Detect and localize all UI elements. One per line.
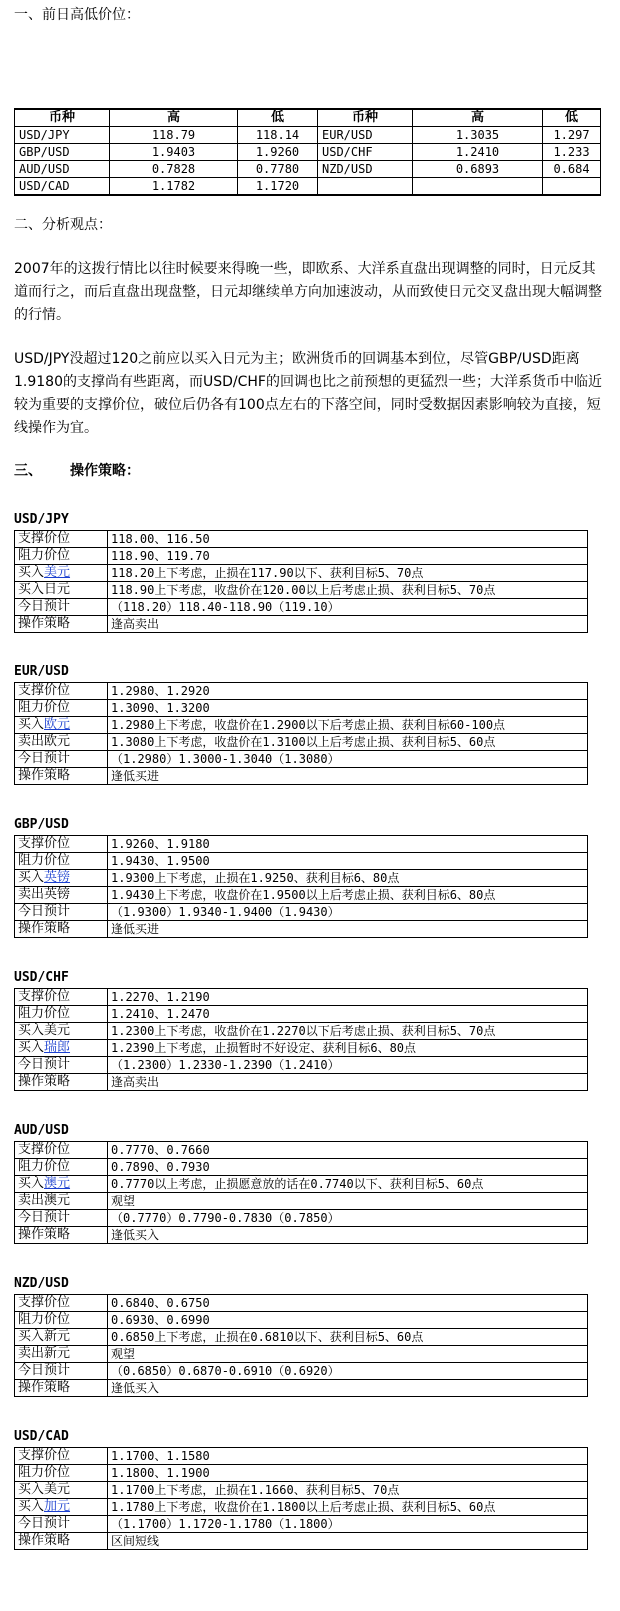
row-label [15, 1448, 108, 1465]
row-value: 观望 [108, 1346, 588, 1363]
row-label [15, 548, 108, 565]
section3-title: 操作策略： [70, 463, 140, 479]
cell-low: 1.9260 [238, 144, 318, 161]
col-header-low: 低 [543, 109, 601, 127]
row-label-text: 买入美元 [18, 1482, 71, 1497]
table-row [15, 870, 588, 887]
currency-link[interactable]: 瑞郎 [44, 1040, 71, 1055]
cell-high: 0.7828 [110, 161, 238, 178]
pair-block [14, 664, 588, 785]
row-label-text: 卖出新元 [18, 1346, 71, 1361]
cell-pair: NZD/USD [318, 161, 413, 178]
row-label [15, 1210, 108, 1227]
row-value: 逢低买入 [108, 1380, 588, 1397]
analysis-paragraph-2: USD/JPY没超过120之前应以买入日元为主；欧洲货币的回调基本到位，尽管GBP/USD距离1.9180的支撑尚有些距离，而USD/CHF的回调也比之前预想的更猛烈一些；大洋系货币中临近较为重要的支撑价位，破位后仍各有100点左右的下落空间，同时受数据因素影响较为直接，短线操作为宜。 [14, 351, 602, 436]
row-value: 1.9430、1.9500 [108, 853, 588, 870]
row-value: 1.2300上下考虑，收盘价在1.2270以下后考虑止损、获利目标5、70点 [108, 1023, 588, 1040]
row-label [15, 853, 108, 870]
row-label-text: 支撑价位 [18, 1142, 71, 1157]
row-value: 0.7770以上考虑，止损愿意放的话在0.7740以下、获利目标5、60点 [108, 1176, 588, 1193]
row-label-text: 阻力价位 [18, 853, 71, 868]
row-label-text: 支撑价位 [18, 1295, 71, 1310]
strategy-table [14, 1141, 588, 1244]
row-value: 1.9260、1.9180 [108, 836, 588, 853]
cell-high: 1.2410 [413, 144, 543, 161]
analysis-paragraph-1: 2007年的这拨行情比以往时候要来得晚一些，即欧系、大洋系直盘出现调整的同时，日元反其道而行之，而后直盘出现盘整，日元却继续单方向加速波动，从而致使日元交叉盘出现大幅调整的行情。 [14, 261, 602, 323]
table-row [15, 836, 588, 853]
row-label [15, 1363, 108, 1380]
row-label [15, 768, 108, 785]
pair-block [14, 1123, 588, 1244]
row-value: 逢低买进 [108, 921, 588, 938]
row-label [15, 1482, 108, 1499]
strategy-table [14, 1447, 588, 1550]
cell-pair: USD/CAD [15, 178, 110, 196]
currency-link[interactable]: 澳元 [44, 1176, 71, 1191]
pair-block [14, 1276, 588, 1397]
table-row [15, 1193, 588, 1210]
row-label [15, 1040, 108, 1057]
col-header-high: 高 [413, 109, 543, 127]
high-low-table [14, 108, 601, 196]
row-value: 118.90、119.70 [108, 548, 588, 565]
row-label [15, 1176, 108, 1193]
table-row [15, 717, 588, 734]
section3-number: 三、 [14, 463, 42, 479]
row-label [15, 1465, 108, 1482]
row-label-text: 操作策略 [18, 1380, 71, 1395]
row-label [15, 1295, 108, 1312]
row-value: 观望 [108, 1193, 588, 1210]
row-label-text: 操作策略 [18, 1533, 71, 1548]
table-row [15, 1346, 588, 1363]
row-value: （1.1700）1.1720-1.1780（1.1800） [108, 1516, 588, 1533]
pair-title: NZD/USD [14, 1276, 69, 1291]
row-label [15, 1074, 108, 1091]
row-label [15, 1312, 108, 1329]
currency-link[interactable]: 欧元 [44, 717, 71, 732]
row-value: 1.1800、1.1900 [108, 1465, 588, 1482]
row-value: 逢高卖出 [108, 616, 588, 633]
row-label-text: 买入 [18, 717, 45, 732]
row-label [15, 836, 108, 853]
currency-link[interactable]: 加元 [44, 1499, 71, 1514]
currency-link[interactable]: 美元 [44, 565, 71, 580]
cell-low: 1.297 [543, 127, 601, 144]
row-value: 逢低买进 [108, 768, 588, 785]
table-row [15, 1227, 588, 1244]
cell-pair: USD/JPY [15, 127, 110, 144]
table-row [15, 1516, 588, 1533]
row-value: 1.9300上下考虑，止损在1.9250、获利目标6、80点 [108, 870, 588, 887]
row-label-text: 支撑价位 [18, 989, 71, 1004]
row-label-text: 阻力价位 [18, 1312, 71, 1327]
col-header-pair: 币种 [15, 109, 110, 127]
row-value: 1.2980、1.2920 [108, 683, 588, 700]
row-value: 1.1700、1.1580 [108, 1448, 588, 1465]
pair-title: AUD/USD [14, 1123, 69, 1138]
strategy-table [14, 835, 588, 938]
row-value: 118.20上下考虑，止损在117.90以下、获利目标5、70点 [108, 565, 588, 582]
table-row [15, 751, 588, 768]
table-row [15, 700, 588, 717]
row-value: 1.1780上下考虑，收盘价在1.1800以上后考虑止损、获利目标5、60点 [108, 1499, 588, 1516]
row-label-text: 买入 [18, 1040, 45, 1055]
row-label-text: 今日预计 [18, 599, 71, 614]
table-row [15, 582, 588, 599]
table-row [15, 144, 601, 161]
row-label [15, 599, 108, 616]
row-label [15, 1329, 108, 1346]
table-row [15, 1295, 588, 1312]
strategy-table [14, 1294, 588, 1397]
cell-high: 118.79 [110, 127, 238, 144]
row-label-text: 买入新元 [18, 1329, 71, 1344]
row-label [15, 1159, 108, 1176]
row-value: 逢低买入 [108, 1227, 588, 1244]
row-label [15, 565, 108, 582]
table-row [15, 548, 588, 565]
pair-block [14, 817, 588, 938]
row-value: 118.00、116.50 [108, 531, 588, 548]
table-row [15, 989, 588, 1006]
row-value: 1.1700上下考虑，止损在1.1660、获利目标5、70点 [108, 1482, 588, 1499]
table-row [15, 887, 588, 904]
row-label-text: 操作策略 [18, 768, 71, 783]
row-label-text: 今日预计 [18, 1057, 71, 1072]
row-value: （1.2300）1.2330-1.2390（1.2410） [108, 1057, 588, 1074]
cell-low: 0.7780 [238, 161, 318, 178]
row-label-text: 卖出英镑 [18, 887, 71, 902]
pair-block [14, 1429, 588, 1550]
pair-title: USD/CHF [14, 970, 69, 985]
table-row [15, 178, 601, 196]
row-value: 0.6850上下考虑，止损在0.6810以下、获利目标5、60点 [108, 1329, 588, 1346]
pair-block [14, 512, 588, 633]
row-label-text: 买入 [18, 1176, 45, 1191]
row-label [15, 1346, 108, 1363]
row-label-text: 操作策略 [18, 616, 71, 631]
row-label-text: 今日预计 [18, 1210, 71, 1225]
cell-low: 0.684 [543, 161, 601, 178]
row-value: 1.2410、1.2470 [108, 1006, 588, 1023]
table-row [15, 599, 588, 616]
row-label [15, 1023, 108, 1040]
row-label-text: 支撑价位 [18, 531, 71, 546]
table-row [15, 1040, 588, 1057]
table-row [15, 768, 588, 785]
row-value: 1.2270、1.2190 [108, 989, 588, 1006]
cell-pair [318, 178, 413, 196]
row-label [15, 734, 108, 751]
row-label [15, 531, 108, 548]
table-row [15, 616, 588, 633]
row-value: （1.2980）1.3000-1.3040（1.3080） [108, 751, 588, 768]
row-label-text: 今日预计 [18, 1516, 71, 1531]
row-label [15, 921, 108, 938]
table-row [15, 1006, 588, 1023]
pair-title: GBP/USD [14, 817, 69, 832]
table-row [15, 1482, 588, 1499]
row-value: 区间短线 [108, 1533, 588, 1550]
row-label-text: 买入美元 [18, 1023, 71, 1038]
table-row [15, 1159, 588, 1176]
row-value: 1.3090、1.3200 [108, 700, 588, 717]
cell-pair: USD/CHF [318, 144, 413, 161]
table-row [15, 1380, 588, 1397]
table-row [15, 1465, 588, 1482]
cell-high [413, 178, 543, 196]
row-label [15, 582, 108, 599]
strategy-table [14, 682, 588, 785]
row-label [15, 1516, 108, 1533]
table-row [15, 1057, 588, 1074]
cell-pair: AUD/USD [15, 161, 110, 178]
table-row [15, 683, 588, 700]
row-value: 逢高卖出 [108, 1074, 588, 1091]
row-label-text: 买入日元 [18, 582, 71, 597]
row-label [15, 887, 108, 904]
row-value: （1.9300）1.9340-1.9400（1.9430） [108, 904, 588, 921]
row-label-text: 阻力价位 [18, 1159, 71, 1174]
table-row [15, 1329, 588, 1346]
strategy-table [14, 988, 588, 1091]
row-label [15, 1193, 108, 1210]
row-value: 1.2390上下考虑，止损暂时不好设定、获利目标6、80点 [108, 1040, 588, 1057]
cell-low: 118.14 [238, 127, 318, 144]
row-label-text: 支撑价位 [18, 836, 71, 851]
row-label [15, 1380, 108, 1397]
cell-low: 1.1720 [238, 178, 318, 196]
table-row [15, 1363, 588, 1380]
row-label [15, 683, 108, 700]
section3-heading [14, 462, 140, 480]
col-header-high: 高 [110, 109, 238, 127]
section2-heading: 二、分析观点： [14, 217, 112, 233]
table-row [15, 1448, 588, 1465]
row-label [15, 1533, 108, 1550]
strategy-table [14, 530, 588, 633]
row-label-text: 支撑价位 [18, 683, 71, 698]
pair-block [14, 970, 588, 1091]
row-value: 1.9430上下考虑，收盘价在1.9500以上后考虑止损、获利目标6、80点 [108, 887, 588, 904]
row-value: 0.6930、0.6990 [108, 1312, 588, 1329]
table-row [15, 1074, 588, 1091]
cell-low: 1.233 [543, 144, 601, 161]
row-label-text: 卖出欧元 [18, 734, 71, 749]
table-row [15, 734, 588, 751]
cell-pair: EUR/USD [318, 127, 413, 144]
table-row [15, 127, 601, 144]
cell-pair: GBP/USD [15, 144, 110, 161]
row-label-text: 买入 [18, 565, 45, 580]
row-label-text: 支撑价位 [18, 1448, 71, 1463]
row-label [15, 1057, 108, 1074]
row-label-text: 买入 [18, 870, 45, 885]
table-row [15, 161, 601, 178]
row-label-text: 今日预计 [18, 904, 71, 919]
currency-link[interactable]: 英镑 [44, 870, 71, 885]
section1-heading: 一、前日高低价位： [14, 7, 140, 23]
row-label [15, 904, 108, 921]
row-value: 0.6840、0.6750 [108, 1295, 588, 1312]
table-header-row [15, 109, 601, 127]
cell-high: 1.9403 [110, 144, 238, 161]
row-label-text: 买入 [18, 1499, 45, 1514]
table-row [15, 1210, 588, 1227]
table-row [15, 1023, 588, 1040]
pair-title: USD/CAD [14, 1429, 69, 1444]
col-header-pair: 币种 [318, 109, 413, 127]
row-label-text: 阻力价位 [18, 1465, 71, 1480]
table-row [15, 1533, 588, 1550]
row-label-text: 阻力价位 [18, 1006, 71, 1021]
cell-high: 0.6893 [413, 161, 543, 178]
row-value: 118.90上下考虑，收盘价在120.00以上后考虑止损、获利目标5、70点 [108, 582, 588, 599]
row-value: 0.7770、0.7660 [108, 1142, 588, 1159]
row-label-text: 今日预计 [18, 1363, 71, 1378]
row-label-text: 操作策略 [18, 921, 71, 936]
row-label [15, 717, 108, 734]
table-row [15, 1499, 588, 1516]
row-label [15, 1006, 108, 1023]
cell-low [543, 178, 601, 196]
row-label-text: 操作策略 [18, 1074, 71, 1089]
row-label-text: 今日预计 [18, 751, 71, 766]
row-label-text: 阻力价位 [18, 700, 71, 715]
row-value: 0.7890、0.7930 [108, 1159, 588, 1176]
row-value: （0.7770）0.7790-0.7830（0.7850） [108, 1210, 588, 1227]
row-label [15, 700, 108, 717]
cell-high: 1.1782 [110, 178, 238, 196]
row-label [15, 1142, 108, 1159]
pair-title: USD/JPY [14, 512, 69, 527]
row-label-text: 操作策略 [18, 1227, 71, 1242]
table-row [15, 1142, 588, 1159]
row-label [15, 989, 108, 1006]
table-row [15, 531, 588, 548]
row-label [15, 1499, 108, 1516]
table-row [15, 921, 588, 938]
row-label [15, 870, 108, 887]
row-label-text: 阻力价位 [18, 548, 71, 563]
table-row [15, 904, 588, 921]
table-row [15, 853, 588, 870]
table-row [15, 565, 588, 582]
table-row [15, 1176, 588, 1193]
row-value: （118.20）118.40-118.90（119.10） [108, 599, 588, 616]
row-label-text: 卖出澳元 [18, 1193, 71, 1208]
row-label [15, 751, 108, 768]
pair-title: EUR/USD [14, 664, 69, 679]
row-label [15, 616, 108, 633]
table-row [15, 1312, 588, 1329]
row-value: 1.3080上下考虑，收盘价在1.3100以上后考虑止损、获利目标5、60点 [108, 734, 588, 751]
row-label [15, 1227, 108, 1244]
row-value: 1.2980上下考虑，收盘价在1.2900以下后考虑止损、获利目标60-100点 [108, 717, 588, 734]
row-value: （0.6850）0.6870-0.6910（0.6920） [108, 1363, 588, 1380]
col-header-low: 低 [238, 109, 318, 127]
cell-high: 1.3035 [413, 127, 543, 144]
